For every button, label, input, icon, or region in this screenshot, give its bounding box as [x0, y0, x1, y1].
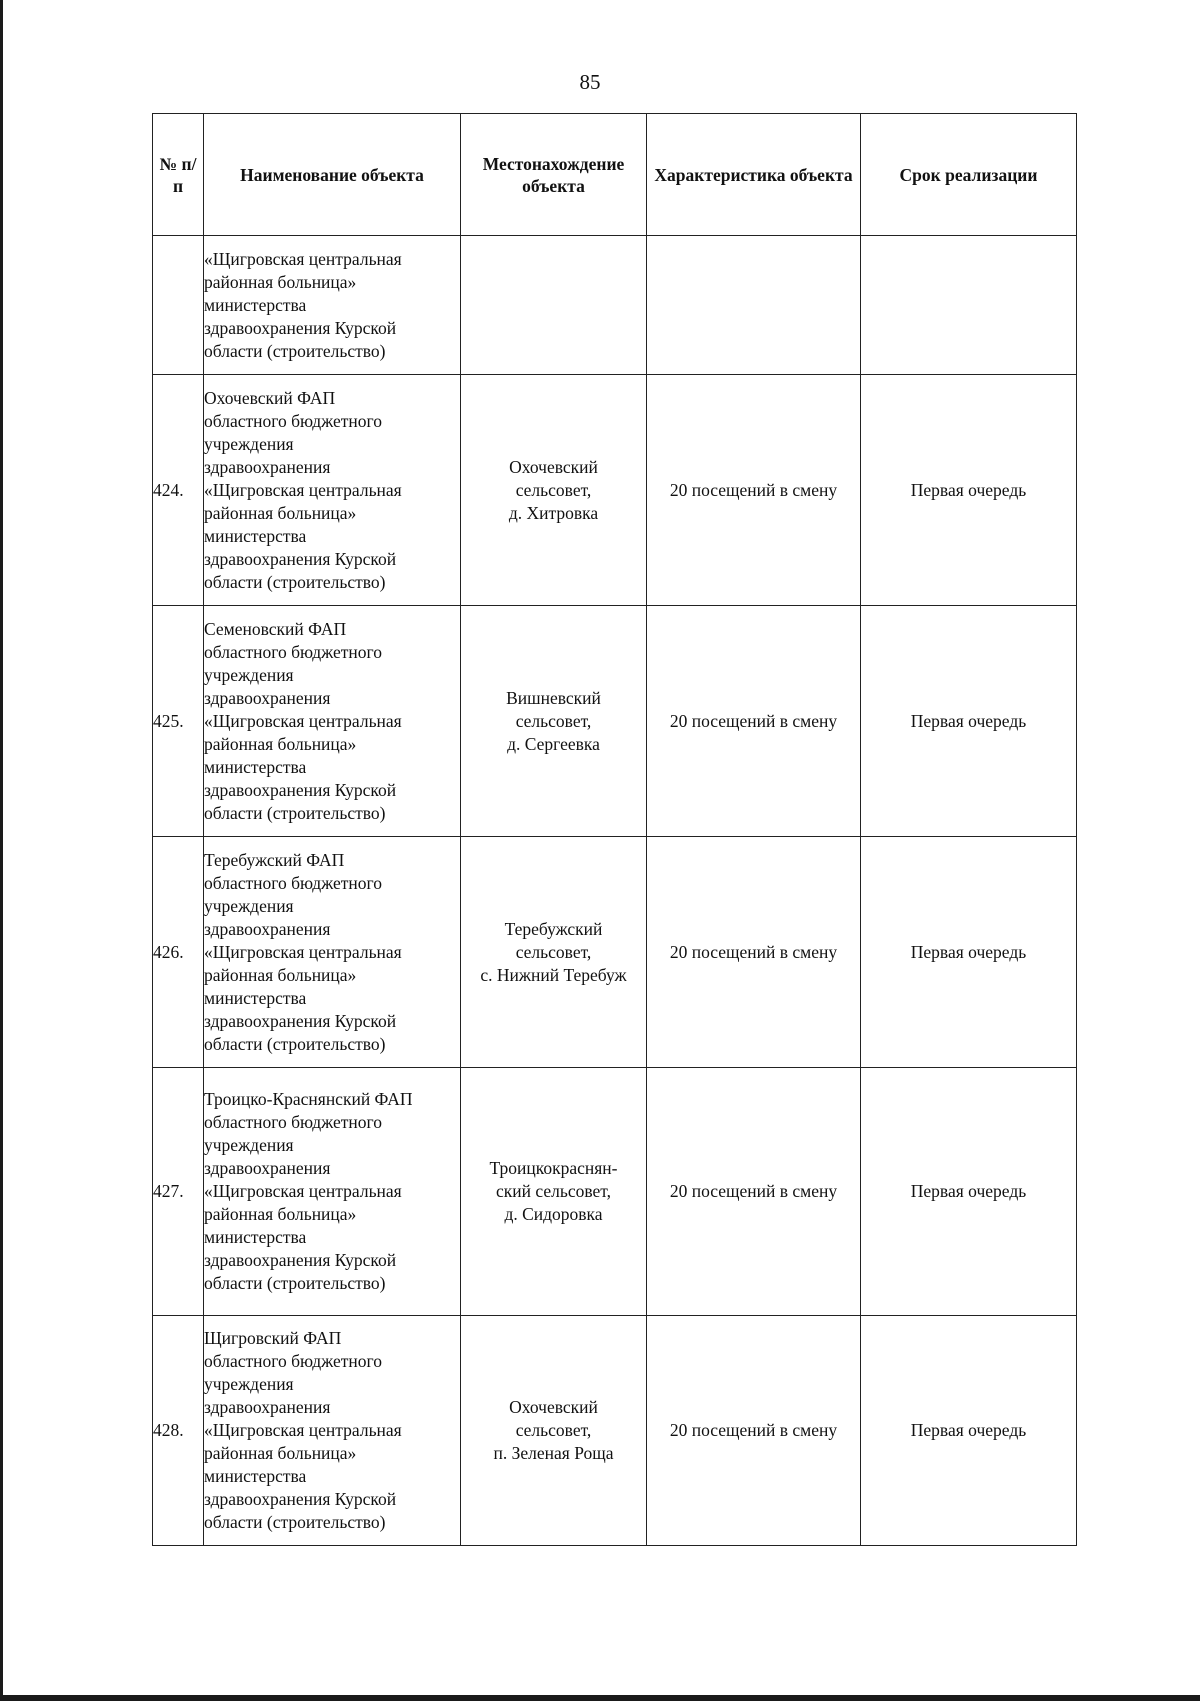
header-location: Местонахождение объекта — [461, 114, 647, 236]
name-line: районная больница» — [204, 1443, 357, 1463]
name-line: министерства — [204, 987, 307, 1008]
name-line: районная больница» — [204, 733, 357, 754]
table-row — [153, 837, 1077, 1068]
cell-name — [204, 375, 461, 606]
location-line: сельсовет, — [515, 941, 592, 962]
cell-num — [153, 236, 204, 375]
name-line: области (строительство) — [204, 1512, 386, 1532]
cell-characteristic — [647, 236, 861, 375]
name-line: здравоохранения Курской — [204, 548, 397, 569]
cell-characteristic: 20 посещений в смену — [647, 606, 861, 837]
cell-num: 424. — [153, 375, 204, 606]
name-line: районная больница» — [204, 502, 357, 523]
name-line: министерства — [204, 756, 307, 777]
name-line: здравоохранения — [204, 1158, 331, 1178]
name-line: области (строительство) — [204, 340, 386, 361]
cell-name — [204, 1068, 461, 1316]
cell-term: Первая очередь — [861, 606, 1077, 837]
cell-characteristic: 20 посещений в смену — [647, 375, 861, 606]
objects-table — [152, 113, 1077, 1546]
name-line: «Щигровская центральная — [204, 710, 402, 731]
location-line: д. Сергеевка — [507, 733, 600, 754]
cell-location — [461, 236, 647, 375]
page-number: 85 — [579, 70, 601, 94]
name-line: районная больница» — [204, 964, 357, 985]
name-line: здравоохранения Курской — [204, 1010, 397, 1031]
name-line: «Щигровская центральная — [204, 479, 402, 500]
name-line: Троицко-Краснянский ФАП — [204, 1089, 413, 1109]
name-line: учреждения — [204, 1374, 294, 1394]
name-line: областного бюджетного — [204, 410, 382, 431]
cell-location — [461, 375, 647, 606]
name-line: здравоохранения Курской — [204, 317, 397, 338]
cell-term: Первая очередь — [861, 1316, 1077, 1546]
name-line: учреждения — [204, 433, 294, 454]
name-line: здравоохранения Курской — [204, 1489, 397, 1509]
cell-name — [204, 1316, 461, 1546]
name-line: районная больница» — [204, 271, 357, 292]
name-line: области (строительство) — [204, 1273, 386, 1293]
cell-characteristic: 20 посещений в смену — [647, 1316, 861, 1546]
name-line: области (строительство) — [204, 802, 386, 823]
cell-name — [204, 837, 461, 1068]
location-line: ский сельсовет, — [496, 1181, 611, 1201]
cell-location — [461, 837, 647, 1068]
name-line: Охочевский ФАП — [204, 387, 336, 408]
name-line: здравоохранения — [204, 918, 331, 939]
name-line: здравоохранения — [204, 456, 331, 477]
name-line: учреждения — [204, 664, 294, 685]
scan-edge-left — [0, 0, 3, 1701]
cell-term — [861, 236, 1077, 375]
cell-name — [204, 236, 461, 375]
location-line: сельсовет, — [515, 479, 592, 500]
name-line: областного бюджетного — [204, 872, 382, 893]
name-line: «Щигровская центральная — [204, 1181, 402, 1201]
location-line: с. Нижний Теребуж — [480, 964, 627, 985]
location-line: п. Зеленая Роща — [493, 1443, 614, 1463]
name-line: учреждения — [204, 1135, 294, 1155]
cell-num: 427. — [153, 1068, 204, 1316]
table-row — [153, 1068, 1077, 1316]
header-term: Срок реализации — [861, 114, 1077, 236]
cell-num: 425. — [153, 606, 204, 837]
location-line: Теребужский — [504, 918, 603, 939]
name-line: министерства — [204, 1466, 307, 1486]
header-characteristic: Характеристика объекта — [647, 114, 861, 236]
location-line: д. Хитровка — [508, 502, 599, 523]
header-name: Наименование объекта — [204, 114, 461, 236]
name-line: Теребужский ФАП — [204, 849, 345, 870]
name-line: областного бюджетного — [204, 1112, 382, 1132]
name-line: «Щигровская центральная — [204, 941, 402, 962]
name-line: здравоохранения — [204, 1397, 331, 1417]
cell-term: Первая очередь — [861, 375, 1077, 606]
cell-term: Первая очередь — [861, 1068, 1077, 1316]
table-row — [153, 606, 1077, 837]
name-line: Щигровский ФАП — [204, 1328, 342, 1348]
name-line: области (строительство) — [204, 1033, 386, 1054]
cell-characteristic: 20 посещений в смену — [647, 837, 861, 1068]
location-line: Вишневский — [506, 687, 601, 708]
name-line: областного бюджетного — [204, 1351, 382, 1371]
name-line: Семеновский ФАП — [204, 618, 347, 639]
table-row-continuation — [153, 236, 1077, 375]
cell-term: Первая очередь — [861, 837, 1077, 1068]
location-line: сельсовет, — [515, 1420, 592, 1440]
name-line: учреждения — [204, 895, 294, 916]
cell-location — [461, 606, 647, 837]
location-line: Троицкокраснян- — [489, 1158, 618, 1178]
location-line: Охочевский — [509, 1397, 598, 1417]
table-header-row — [153, 114, 1077, 236]
location-line: сельсовет, — [515, 710, 592, 731]
name-line: «Щигровская центральная — [204, 248, 402, 269]
cell-location — [461, 1068, 647, 1316]
table-row — [153, 375, 1077, 606]
cell-num: 428. — [153, 1316, 204, 1546]
name-line: здравоохранения — [204, 687, 331, 708]
cell-location — [461, 1316, 647, 1546]
name-line: здравоохранения Курской — [204, 779, 397, 800]
name-line: областного бюджетного — [204, 641, 382, 662]
location-line: д. Сидоровка — [504, 1204, 603, 1224]
name-line: министерства — [204, 525, 307, 546]
name-line: министерства — [204, 294, 307, 315]
header-num: № п/п — [153, 114, 204, 236]
location-line: Охочевский — [509, 456, 598, 477]
name-line: области (строительство) — [204, 571, 386, 592]
name-line: районная больница» — [204, 1204, 357, 1224]
name-line: «Щигровская центральная — [204, 1420, 402, 1440]
table-row — [153, 1316, 1077, 1546]
name-line: здравоохранения Курской — [204, 1250, 397, 1270]
cell-characteristic: 20 посещений в смену — [647, 1068, 861, 1316]
name-line: министерства — [204, 1227, 307, 1247]
cell-name — [204, 606, 461, 837]
cell-num: 426. — [153, 837, 204, 1068]
scan-edge-bottom — [0, 1695, 1200, 1701]
